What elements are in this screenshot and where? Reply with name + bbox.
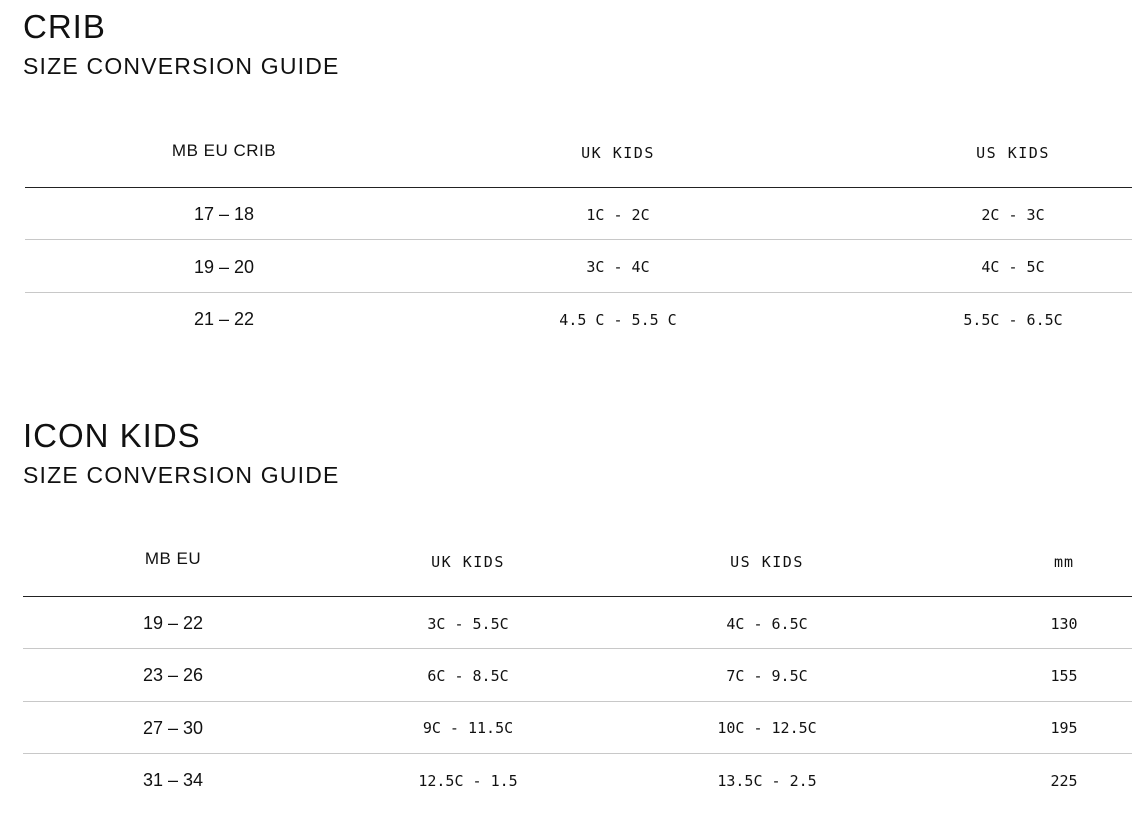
icon-cell-us: 4C - 6.5C <box>726 615 808 633</box>
icon-cell-mm: 130 <box>1050 615 1078 633</box>
icon-cell-uk: 9C - 11.5C <box>422 719 514 737</box>
crib-cell-us: 2C - 3C <box>981 206 1045 224</box>
crib-header-us-kids: US KIDS <box>976 144 1050 162</box>
icon-cell-us: 7C - 9.5C <box>726 667 808 685</box>
icon-cell-mm: 225 <box>1050 772 1078 790</box>
icon-header-mm: mm <box>1053 553 1075 571</box>
crib-cell-eu: 17 – 18 <box>193 204 255 224</box>
crib-cell-us: 4C - 5C <box>981 258 1045 276</box>
row-divider <box>25 292 1132 293</box>
icon-cell-mm: 195 <box>1050 719 1078 737</box>
crib-cell-uk: 1C - 2C <box>586 206 650 224</box>
icon-cell-uk: 12.5C - 1.5 <box>418 772 518 790</box>
icon-cell-mm: 155 <box>1050 667 1078 685</box>
crib-title: CRIB <box>23 8 106 45</box>
icon-header-us-kids: US KIDS <box>730 553 804 571</box>
crib-header-mb-eu-crib: MB EU CRIB <box>171 141 277 160</box>
icon-cell-eu: 31 – 34 <box>142 770 204 790</box>
icon-kids-title: ICON KIDS <box>23 417 201 454</box>
icon-header-uk-kids: UK KIDS <box>431 553 505 571</box>
crib-header-uk-kids: UK KIDS <box>581 144 655 162</box>
row-divider <box>23 701 1132 702</box>
crib-cell-uk: 4.5 C - 5.5 C <box>559 311 677 329</box>
icon-cell-uk: 3C - 5.5C <box>427 615 509 633</box>
icon-cell-eu: 23 – 26 <box>142 665 204 685</box>
row-divider <box>23 753 1132 754</box>
row-divider <box>23 648 1132 649</box>
icon-header-divider <box>23 596 1132 597</box>
icon-cell-eu: 27 – 30 <box>142 718 204 738</box>
icon-header-mb-eu: MB EU <box>144 549 202 568</box>
crib-cell-uk: 3C - 4C <box>586 258 650 276</box>
icon-cell-uk: 6C - 8.5C <box>427 667 509 685</box>
row-divider <box>25 239 1132 240</box>
icon-kids-subtitle: SIZE CONVERSION GUIDE <box>23 462 340 488</box>
crib-cell-eu: 19 – 20 <box>193 257 255 277</box>
icon-cell-eu: 19 – 22 <box>142 613 204 633</box>
crib-cell-eu: 21 – 22 <box>193 309 255 329</box>
icon-cell-us: 10C - 12.5C <box>717 719 817 737</box>
crib-header-divider <box>25 187 1132 188</box>
crib-subtitle: SIZE CONVERSION GUIDE <box>23 53 340 79</box>
crib-cell-us: 5.5C - 6.5C <box>963 311 1063 329</box>
icon-cell-us: 13.5C - 2.5 <box>717 772 817 790</box>
